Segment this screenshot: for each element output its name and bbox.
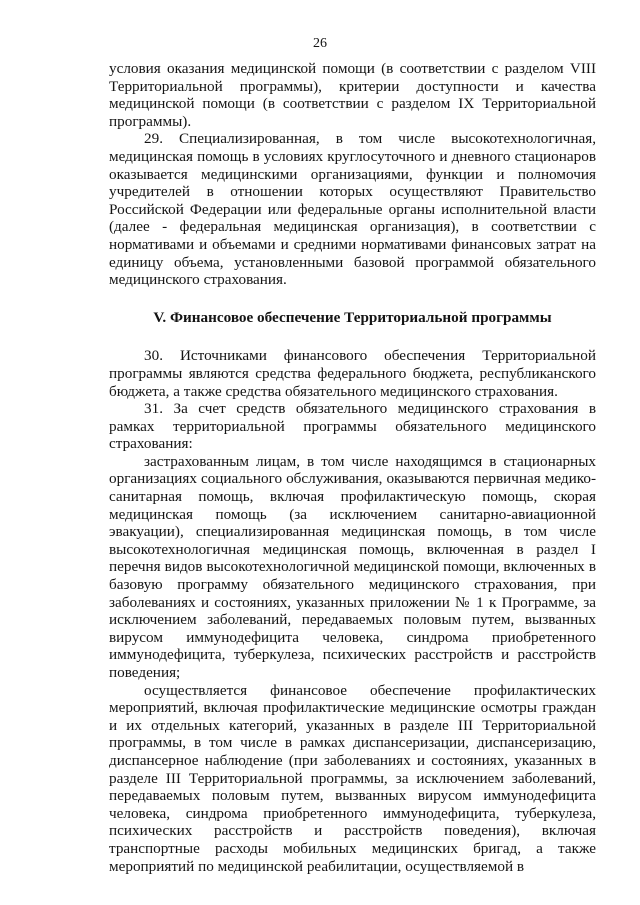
paragraph-preventive-measures: осуществляется финансовое обеспечение профилактических мероприятий, включая профилактические медицинские осмотры граждан и их отдельных категорий, указанных в разделе III Территориальной программы, в том числе в рамках диспансеризации, диспансеризацию, диспансерное наблюдение (при заболеваниях и состояниях, указанных в разделе III Территориальной программы, за исключением заболеваний, передаваемых половым путем, вызванных вирусом иммунодефицита человека, синдрома приобретенного иммунодефицита, туберкулеза, психических расстройств и расстройств поведения), включая транспортные расходы мобильных медицинских бригад, а также мероприятий по медицинской реабилитации, осуществляемой в — [109, 681, 596, 875]
paragraph-31: 31. За счет средств обязательного медицинского страхования в рамках территориальной программы обязательного медицинского страхования: — [109, 400, 596, 453]
paragraph-continuation: условия оказания медицинской помощи (в соответствии с разделом VIII Территориальной программы), критерии доступности и качества медицинской помощи (в соответствии с разделом IX Территориальной программы). — [109, 60, 596, 130]
paragraph-insured-persons: застрахованным лицам, в том числе находящимся в стационарных организациях социального обслуживания, оказываются первичная медико-санитарная помощь, включая профилактическую помощь, скорая медицинская помощь (за исключением санитарно-авиационной эвакуации), специализированная медицинская помощь, в том числе высокотехнологичная медицинская помощь, включенная в раздел I перечня видов высокотехнологичной медицинской помощи, включенных в базовую программу обязательного медицинского страхования, при заболеваниях и состояниях, указанных приложении № 1 к Программе, за исключением заболеваний, передаваемых половым путем, вызванных вирусом иммунодефицита человека, синдрома приобретенного иммунодефицита, туберкулеза, психических расстройств и расстройств поведения; — [109, 452, 596, 681]
paragraph-29: 29. Специализированная, в том числе высокотехнологичная, медицинская помощь в условиях круглосуточного и дневного стационаров оказывается медицинскими организациями, функции и полномочия учредителей в отношении которых осуществляют Правительство Российской Федерации или федеральные органы исполнительной власти (далее - федеральная медицинская организация), в соответствии с нормативами и объемами и средними нормативами финансовых затрат на единицу объема, установленными базовой программой обязательного медицинского страхования. — [109, 130, 596, 289]
document-body — [109, 60, 596, 875]
page-number: 26 — [313, 36, 327, 51]
paragraph-30: 30. Источниками финансового обеспечения Территориальной программы являются средства федерального бюджета, республиканского бюджета, а также средства обязательного медицинского страхования. — [109, 347, 596, 400]
section-heading: V. Финансовое обеспечение Территориальной программы — [153, 308, 552, 326]
